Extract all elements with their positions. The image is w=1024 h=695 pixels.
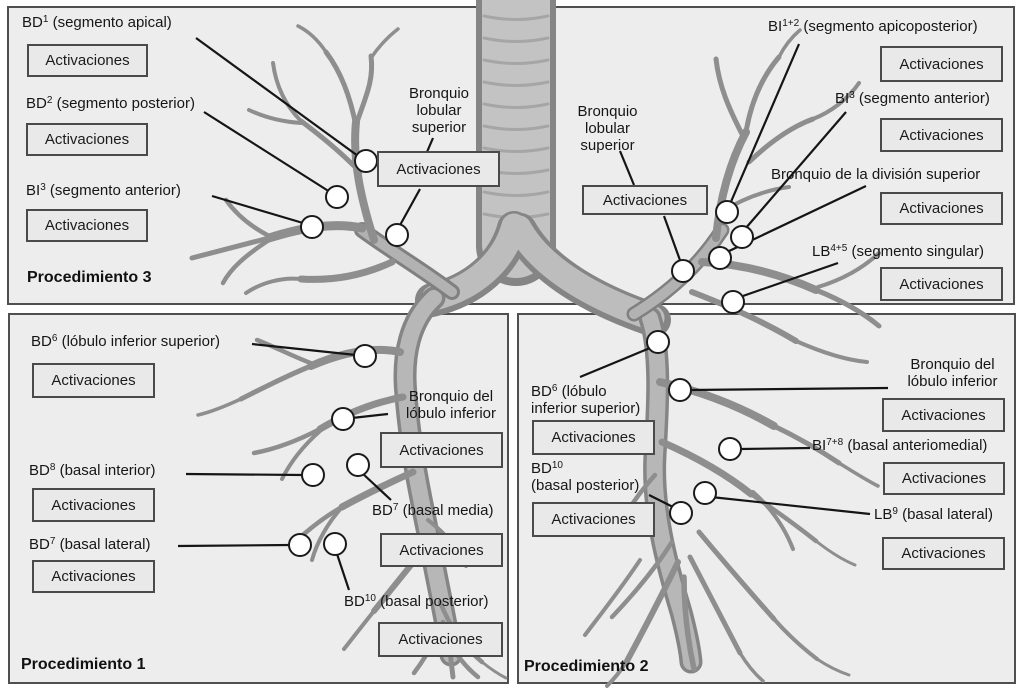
- activation-marker: [670, 502, 692, 524]
- activaciones-box-lb45: Activaciones: [880, 267, 1003, 301]
- activaciones-box-bd1: Activaciones: [27, 44, 148, 77]
- activaciones-box-bi78: Activaciones: [883, 462, 1005, 495]
- label-bi78: $BI^{7+8}$ (basal anteriomedial): [812, 437, 988, 454]
- activaciones-box-bd6-p1: Activaciones: [32, 363, 155, 398]
- label-lobulo-inferior-p1: Bronquio del lóbulo inferior: [405, 388, 497, 422]
- label-bd2: $BD^2$ (segmento posterior): [26, 95, 195, 112]
- label-bronquio-lobular-superior-left: Bronquio lobular superior: [408, 85, 470, 136]
- activation-marker: [355, 150, 377, 172]
- activation-marker: [669, 379, 691, 401]
- activation-marker: [709, 247, 731, 269]
- activation-marker: [301, 216, 323, 238]
- activation-marker: [731, 226, 753, 248]
- label-bd6-p1: $BD^6$ (lóbulo inferior superior): [31, 333, 220, 350]
- activaciones-box-lobulo-inferior-p1: Activaciones: [380, 432, 503, 468]
- activation-marker: [326, 186, 348, 208]
- label-bi3-right: $BI^3$ (segmento anterior): [835, 90, 990, 107]
- activation-marker: [324, 533, 346, 555]
- label-bi3-left: $BI^3$ (segmento anterior): [26, 182, 181, 199]
- label-bd6-p2: $BD^6$ (lóbulo inferior superior): [531, 383, 641, 417]
- label-bd1: $BD^1$ (segmento apical): [22, 14, 172, 31]
- activation-marker: [694, 482, 716, 504]
- label-bronquio-lobular-superior-right: Bronquio lobular superior: [577, 103, 638, 154]
- activation-marker: [332, 408, 354, 430]
- label-bi12: $BI^{1+2}$ (segmento apicoposterior): [768, 18, 978, 35]
- activaciones-box-bi3-right: Activaciones: [880, 118, 1003, 152]
- activaciones-box-bd7-lateral: Activaciones: [32, 560, 155, 593]
- activation-marker: [347, 454, 369, 476]
- activaciones-box-bi3-left: Activaciones: [26, 209, 148, 242]
- activation-marker: [289, 534, 311, 556]
- label-division-superior: Bronquio de la división superior: [771, 166, 981, 183]
- activation-marker: [302, 464, 324, 486]
- activation-marker: [386, 224, 408, 246]
- label-bd8: $BD^8$ (basal interior): [29, 462, 156, 479]
- activaciones-box-lb9: Activaciones: [882, 537, 1005, 570]
- panel-title-procedimiento-3: Procedimiento 3: [27, 269, 152, 286]
- activaciones-box-bd6-p2: Activaciones: [532, 420, 655, 455]
- label-bd10-p1: BD$^{10}$ (basal posterior): [344, 593, 489, 610]
- activaciones-box-bd8: Activaciones: [32, 488, 155, 522]
- activation-marker: [722, 291, 744, 313]
- activaciones-box-bd10-p2: Activaciones: [532, 502, 655, 537]
- activaciones-box-lobular-left: Activaciones: [377, 151, 500, 187]
- label-bd7-media: $BD^7$ (basal media): [372, 502, 494, 519]
- activaciones-box-bi12: Activaciones: [880, 46, 1003, 82]
- activaciones-box-bd7-media: Activaciones: [380, 533, 503, 567]
- panel-title-procedimiento-1: Procedimiento 1: [21, 656, 146, 673]
- activation-marker: [716, 201, 738, 223]
- activaciones-box-bd10-p1: Activaciones: [378, 622, 503, 657]
- activaciones-box-division: Activaciones: [880, 192, 1003, 225]
- activation-marker: [672, 260, 694, 282]
- activaciones-box-bd2: Activaciones: [26, 123, 148, 156]
- label-bd7-lateral: $BD^7$ (basal lateral): [29, 536, 151, 553]
- label-lb9: $LB^9$ (basal lateral): [874, 506, 993, 523]
- label-bd10-p2: BD$^{10}$ (basal posterior): [531, 460, 640, 494]
- label-lobulo-inferior-p2: Bronquio del lóbulo inferior: [907, 356, 998, 390]
- panel-title-procedimiento-2: Procedimiento 2: [524, 658, 649, 675]
- label-lb45: $LB^{4+5}$ (segmento singular): [812, 243, 985, 260]
- activation-marker: [719, 438, 741, 460]
- activaciones-box-lobulo-inferior-p2: Activaciones: [882, 398, 1005, 432]
- activaciones-box-lobular-right: Activaciones: [582, 185, 708, 215]
- activation-marker: [647, 331, 669, 353]
- activation-marker: [354, 345, 376, 367]
